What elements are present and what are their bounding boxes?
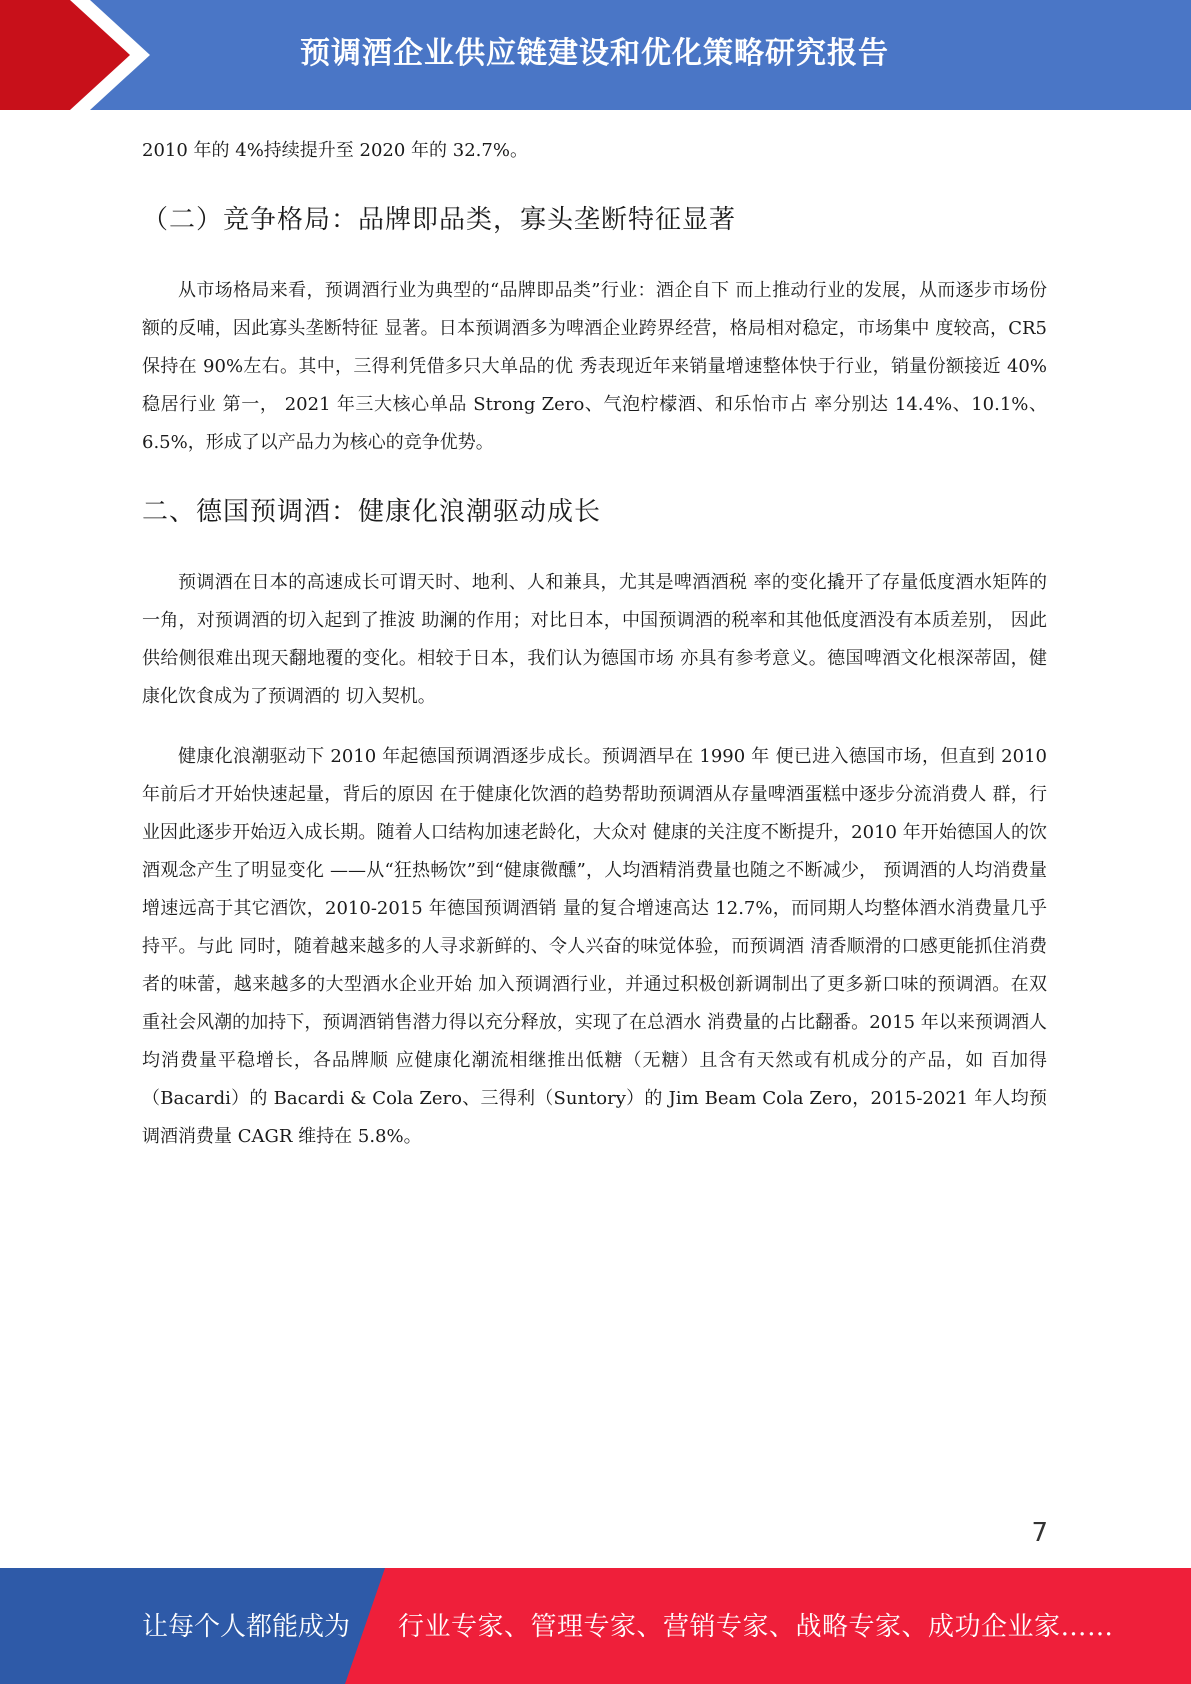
paragraph-competition: 从市场格局来看，预调酒行业为典型的“品牌即品类”行业：酒企自下 而上推动行业的发展，从而逐步市场份额的反哺，因此寡头垄断特征 显著。日本预调酒多为啤酒企业跨界经营，格局相对稳定，市场集中 度较高，CR5 保持在 90%左右。其中，三得利凭借多只大单品的优 秀表现近年来销量增速整体快于行业，销量份额接近 40%稳居行业 第一， 2021 年三大核心单品 Strong Zero、气泡柠檬酒、和乐怡市占 率分别达 14.4%、10.1%、6.5%，形成了以产品力为核心的竞争优势。 bbox=[142, 280, 1047, 453]
page-header bbox=[0, 0, 1191, 110]
paragraph-germany-intro: 预调酒在日本的高速成长可谓天时、地利、人和兼具，尤其是啤酒酒税 率的变化撬开了存量低度酒水矩阵的一角，对预调酒的切入起到了推波 助澜的作用；对比日本，中国预调酒的税率和其他低度酒没有本质差别， 因此供给侧很难出现天翻地覆的变化。相较于日本，我们认为德国市场 亦具有参考意义。德国啤酒文化根深蒂固，健康化饮食成为了预调酒的 切入契机。 bbox=[142, 572, 1047, 707]
lead-text: 2010 年的 4%持续提升至 2020 年的 32.7%。 bbox=[142, 140, 528, 161]
page-number: 7 bbox=[1031, 1518, 1048, 1548]
paragraph-germany-growth: 健康化浪潮驱动下 2010 年起德国预调酒逐步成长。预调酒早在 1990 年 便已进入德国市场，但直到 2010 年前后才开始快速起量，背后的原因 在于健康化饮酒的趋势帮助预调酒从存量啤酒蛋糕中逐步分流消费人 群，行业因此逐步开始迈入成长期。随着人口结构加速老龄化，大众对 健康的关注度不断提升，2010 年开始德国人的饮酒观念产生了明显变化 ——从“狂热畅饮”到“健康微醺”，人均酒精消费量也随之不断减少， 预调酒的人均消费量增速远高于其它酒饮，2010-2015 年德国预调酒销 量的复合增速高达 12.7%，而同期人均整体酒水消费量几乎持平。与此 同时，随着越来越多的人寻求新鲜的、令人兴奋的味觉体验，而预调酒 清香顺滑的口感更能抓住消费者的味蕾，越来越多的大型酒水企业开始 加入预调酒行业，并通过积极创新调制出了更多新口味的预调酒。在双 重社会风潮的加持下，预调酒销售潜力得以充分释放，实现了在总酒水 消费量的占比翻番。2015 年以来预调酒人均消费量平稳增长，各品牌顺 应健康化潮流相继推出低糖（无糖）且含有天然或有机成分的产品，如 百加得（Bacardi）的 Bacardi & Cola Zero、三得利（Suntory）的 Jim Beam Cola Zero，2015-2021 年人均预调酒消费量 CAGR 维持在 5.8%。 bbox=[142, 746, 1047, 1147]
footer-slogan-right: 行业专家、管理专家、营销专家、战略专家、成功企业家…… bbox=[398, 1612, 1114, 1642]
main-content bbox=[142, 132, 1047, 1178]
report-title: 预调酒企业供应链建设和优化策略研究报告 bbox=[300, 36, 889, 71]
footer-slogan-left: 让每个人都能成为 bbox=[142, 1612, 351, 1642]
section-heading-competition: （二）竞争格局：品牌即品类，寡头垄断特征显著 bbox=[142, 205, 737, 235]
page-footer bbox=[0, 1568, 1191, 1684]
section-heading-germany: 二、德国预调酒：健康化浪潮驱动成长 bbox=[142, 497, 602, 527]
